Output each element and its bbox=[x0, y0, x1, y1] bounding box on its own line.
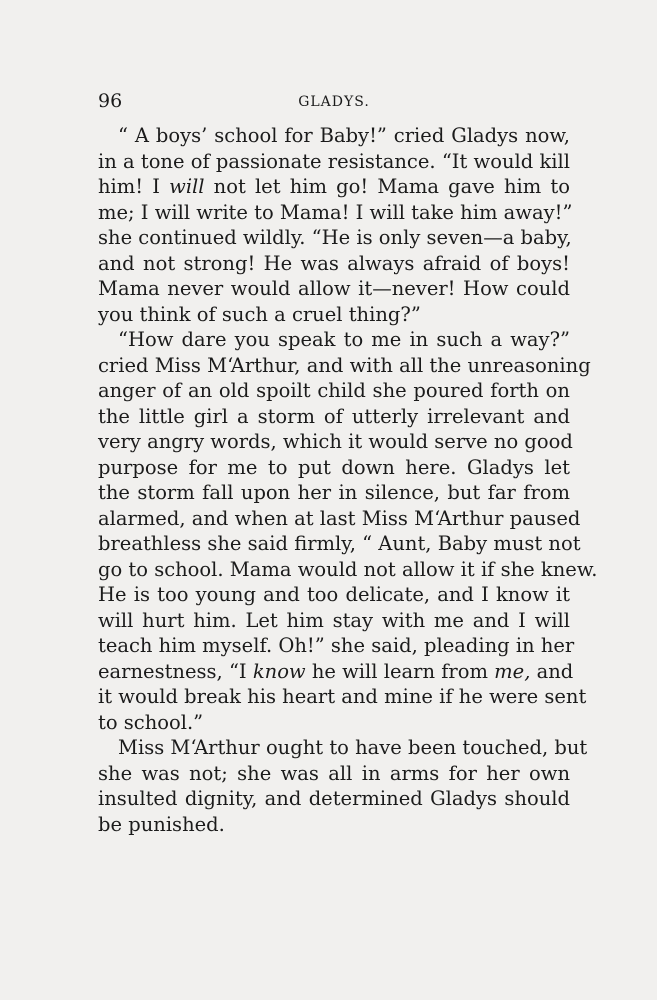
text-line bbox=[98, 353, 591, 379]
text-segment: purpose for me to put down here. Gladys let bbox=[98, 455, 570, 479]
text-segment: and not strong! He was always afraid of boys! bbox=[98, 251, 570, 275]
text-line bbox=[98, 149, 570, 175]
text-line bbox=[98, 480, 570, 506]
text-segment: “ A boys’ school for Baby!” cried Gladys now, bbox=[118, 124, 570, 147]
text-line bbox=[98, 200, 573, 226]
text-segment: she was not; she was all in arms for her own bbox=[98, 761, 570, 785]
text-line bbox=[98, 684, 587, 710]
text-segment: very angry words, which it would serve no good bbox=[98, 430, 573, 453]
running-head: GLADYS. bbox=[298, 94, 370, 110]
text-segment: you think of such a cruel thing?” bbox=[98, 302, 421, 326]
text-segment: be punished. bbox=[98, 812, 225, 836]
text-line bbox=[98, 531, 581, 557]
text-line bbox=[98, 225, 570, 251]
text-segment: the storm fall upon her in silence, but far from bbox=[98, 481, 570, 504]
text-segment: Miss M‘Arthur ought to have been touched, but bbox=[118, 736, 588, 759]
text-line bbox=[98, 812, 570, 838]
text-segment: teach him myself. Oh!” she said, pleading in her bbox=[98, 634, 575, 657]
text-segment: Mama never would allow it—never! How could bbox=[98, 277, 570, 300]
text-line bbox=[98, 123, 570, 149]
text-line bbox=[98, 429, 573, 455]
text-segment: not let him go! Mama gave him to bbox=[204, 175, 570, 198]
page-header bbox=[98, 88, 570, 114]
text-segment: to school.” bbox=[98, 710, 204, 734]
text-line bbox=[98, 786, 570, 812]
text-line bbox=[98, 710, 570, 736]
text-segment: the little girl a storm of utterly irrelevant and bbox=[98, 404, 570, 428]
text-line bbox=[98, 735, 588, 761]
text-segment: in a tone of passionate resistance. “It would kill bbox=[98, 149, 570, 173]
text-line bbox=[98, 276, 570, 302]
italic-text: will bbox=[169, 175, 205, 198]
text-segment: breathless she said firmly, “ Aunt, Baby must not bbox=[98, 532, 581, 555]
text-line bbox=[98, 327, 570, 353]
italic-text: know bbox=[252, 659, 306, 683]
text-segment: “How dare you speak to me in such a way?” bbox=[118, 328, 570, 351]
text-segment: him! I bbox=[98, 175, 170, 198]
text-segment: and bbox=[530, 659, 574, 683]
text-segment: insulted dignity, and determined Gladys should bbox=[98, 787, 570, 810]
text-line bbox=[98, 455, 570, 481]
text-segment: it would break his heart and mine if he were sent bbox=[98, 685, 587, 708]
text-segment: go to school. Mama would not allow it if she knew. bbox=[98, 557, 598, 581]
text-segment: cried Miss M‘Arthur, and with all the unreasoning bbox=[98, 353, 591, 377]
text-segment: alarmed, and when at last Miss M‘Arthur paused bbox=[98, 506, 581, 530]
italic-text: me, bbox=[494, 659, 531, 683]
text-line bbox=[98, 251, 570, 277]
text-segment: He is too young and too delicate, and I know it bbox=[98, 583, 570, 606]
text-line bbox=[98, 761, 570, 787]
text-line bbox=[98, 633, 575, 659]
text-line bbox=[98, 659, 574, 685]
text-segment: earnestness, “I bbox=[98, 659, 253, 683]
text-line bbox=[98, 582, 570, 608]
text-line bbox=[98, 404, 570, 430]
text-line bbox=[98, 378, 570, 404]
text-line bbox=[98, 608, 570, 634]
text-segment: will hurt him. Let him stay with me and I will bbox=[98, 608, 570, 632]
text-line bbox=[98, 557, 598, 583]
text-segment: he will learn from bbox=[305, 659, 495, 683]
text-segment: she continued wildly. “He is only seven—a baby, bbox=[98, 226, 572, 249]
text-line bbox=[98, 506, 581, 532]
page-number: 96 bbox=[98, 90, 123, 112]
text-line bbox=[98, 302, 570, 328]
text-segment: anger of an old spoilt child she poured forth on bbox=[98, 379, 570, 402]
text-line bbox=[98, 174, 570, 200]
text-segment: me; I will write to Mama! I will take him away!” bbox=[98, 200, 573, 224]
body-text bbox=[98, 123, 598, 837]
